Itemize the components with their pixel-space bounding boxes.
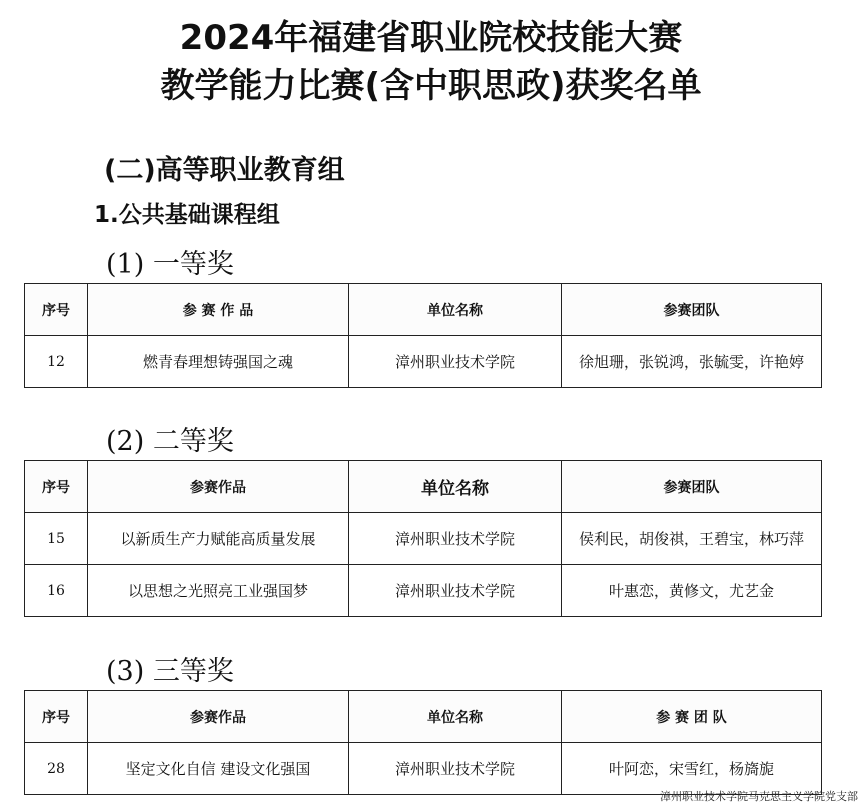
cell-serial: 12 xyxy=(25,336,88,388)
header-unit: 单位名称 xyxy=(349,284,562,336)
cell-team: 侯利民，胡俊祺，王碧宝，林巧萍 xyxy=(562,513,822,565)
table-row xyxy=(25,513,822,565)
header-unit: 单位名称 xyxy=(349,691,562,743)
cell-entry: 以思想之光照亮工业强国梦 xyxy=(88,565,349,617)
cell-team: 叶阿恋，宋雪红，杨旖旎 xyxy=(562,743,822,795)
header-serial: 序号 xyxy=(25,284,88,336)
document-title-line-2: 教学能力比赛(含中职思政)获奖名单 xyxy=(160,66,702,106)
table-header-row xyxy=(25,284,822,336)
document-title-line-1: 2024年福建省职业院校技能大赛 xyxy=(179,18,683,58)
cell-serial: 16 xyxy=(25,565,88,617)
cell-team: 叶惠恋，黄修文，尤艺金 xyxy=(562,565,822,617)
header-entry: 参赛作品 xyxy=(88,461,349,513)
first-prize-heading: (1) 一等奖 xyxy=(106,249,234,280)
cell-serial: 15 xyxy=(25,513,88,565)
table-row xyxy=(25,743,822,795)
group-heading: (二)高等职业教育组 xyxy=(104,155,345,186)
header-unit: 单位名称 xyxy=(349,461,562,513)
cell-unit: 漳州职业技术学院 xyxy=(349,336,562,388)
header-entry: 参赛作品 xyxy=(88,691,349,743)
second-prize-table xyxy=(24,460,822,617)
cell-serial: 28 xyxy=(25,743,88,795)
header-entry: 参 赛 作 品 xyxy=(88,284,349,336)
table-row xyxy=(25,336,822,388)
header-team: 参 赛 团 队 xyxy=(562,691,822,743)
cell-entry: 坚定文化自信 建设文化强国 xyxy=(88,743,349,795)
header-team: 参赛团队 xyxy=(562,461,822,513)
table-header-row xyxy=(25,691,822,743)
third-prize-table xyxy=(24,690,822,795)
cell-unit: 漳州职业技术学院 xyxy=(349,565,562,617)
cell-entry: 以新质生产力赋能高质量发展 xyxy=(88,513,349,565)
first-prize-table xyxy=(24,283,822,388)
cell-unit: 漳州职业技术学院 xyxy=(349,513,562,565)
footer-watermark: 漳州职业技术学院马克思主义学院党支部 xyxy=(660,790,858,803)
table-row xyxy=(25,565,822,617)
second-prize-heading: (2) 二等奖 xyxy=(106,426,234,457)
header-serial: 序号 xyxy=(25,691,88,743)
subgroup-heading: 1.公共基础课程组 xyxy=(94,202,280,228)
third-prize-heading: (3) 三等奖 xyxy=(106,656,234,687)
header-serial: 序号 xyxy=(25,461,88,513)
cell-unit: 漳州职业技术学院 xyxy=(349,743,562,795)
table-header-row xyxy=(25,461,822,513)
header-team: 参赛团队 xyxy=(562,284,822,336)
cell-entry: 燃青春理想铸强国之魂 xyxy=(88,336,349,388)
cell-team: 徐旭珊，张锐鸿，张毓雯，许艳婷 xyxy=(562,336,822,388)
